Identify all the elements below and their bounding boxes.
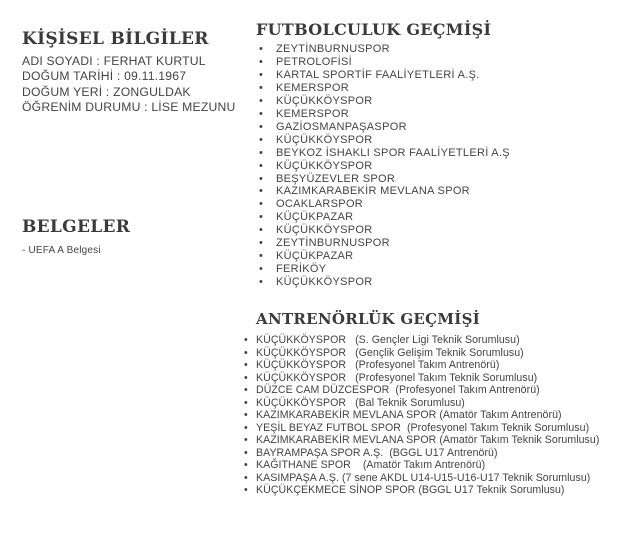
playing-history-item: • KARTAL SPORTİF FAALİYETLERİ A.Ş.	[256, 69, 510, 82]
coaching-history-item	[242, 434, 599, 447]
coaching-club: DÜZCE CAM DÜZCESPOR	[256, 384, 396, 396]
coaching-history-item	[242, 347, 599, 360]
playing-history-item: • KÜÇÜKKÖYSPOR	[256, 95, 510, 108]
playing-history-item: • KAZIMKARABEKİR MEVLANA SPOR	[256, 185, 510, 198]
coaching-history-item	[242, 372, 599, 385]
coaching-role: (Profesyonel Takım Teknik Sorumlusu)	[355, 371, 538, 384]
coaching-club: KAZIMKARABEKİR MEVLANA SPOR	[256, 409, 440, 421]
playing-history-heading: FUTBOLCULUK GEÇMİŞİ	[256, 20, 492, 39]
coaching-club: KAZIMKARABEKİR MEVLANA SPOR	[256, 434, 440, 446]
playing-history-item: • KÜÇÜKKÖYSPOR	[256, 276, 510, 289]
coaching-role: (Gençlik Gelişim Teknik Sorumlusu)	[355, 346, 524, 359]
coaching-history-item	[242, 334, 599, 347]
playing-history-item: • KÜÇÜKKÖYSPOR	[256, 160, 510, 173]
coaching-club: KÜÇÜKKÖYSPOR	[256, 334, 356, 346]
coaching-role: (BGGL U17 Teknik Sorumlusu)	[418, 484, 565, 496]
coaching-club: KAĞITHANE SPOR	[256, 459, 363, 471]
coaching-role: (BGGL U17 Antrenörü)	[389, 446, 498, 459]
playing-history-item: • KEMERSPOR	[256, 108, 510, 121]
coaching-history-item	[242, 409, 599, 422]
playing-history-item: • KEMERSPOR	[256, 82, 510, 95]
personal-info-heading: KİŞİSEL BİLGİLER	[22, 29, 209, 49]
coaching-history-item	[242, 459, 599, 472]
coaching-history-section	[256, 309, 599, 497]
personal-info-name: ADI SOYADI : FERHAT KURTUL	[22, 54, 206, 68]
coaching-role: (Profesyonel Takım Antrenörü)	[395, 384, 540, 396]
coaching-role: (7 sene AKDL U14-U15-U16-U17 Teknik Sorumlusu)	[341, 471, 591, 484]
coaching-history-item	[242, 472, 599, 485]
coaching-history-item	[242, 384, 599, 397]
playing-history-list	[256, 43, 510, 289]
documents-section	[22, 216, 242, 257]
coaching-club: KÜÇÜKÇEKMECE SİNOP SPOR	[256, 484, 419, 496]
coaching-club: KÜÇÜKKÖYSPOR	[256, 371, 356, 384]
coaching-history-heading: ANTRENÖRLÜK GEÇMİŞİ	[256, 310, 481, 328]
personal-info-birth-place: DOĞUM YERİ : ZONGULDAK	[22, 84, 191, 99]
coaching-club: KASIMPAŞA A.Ş.	[256, 471, 342, 484]
playing-history-item: • OCAKLARSPOR	[256, 198, 510, 211]
playing-history-section	[256, 19, 510, 289]
playing-history-item: • GAZİOSMANPAŞASPOR	[256, 121, 510, 134]
coaching-club: KÜÇÜKKÖYSPOR	[256, 346, 356, 359]
coaching-history-list	[242, 334, 599, 497]
coaching-club: KÜÇÜKKÖYSPOR	[256, 396, 356, 409]
playing-history-item: • BEYKOZ İSHAKLI SPOR FAALİYETLERİ A.Ş	[256, 147, 510, 160]
coaching-role: (S. Gençler Ligi Teknik Sorumlusu)	[355, 334, 520, 346]
playing-history-item: • KÜÇÜKPAZAR	[256, 211, 510, 224]
coaching-club: YEŞİL BEYAZ FUTBOL SPOR	[256, 421, 407, 434]
coaching-history-item	[242, 422, 599, 435]
coaching-role: (Profesyonel Takım Antrenörü)	[355, 359, 500, 371]
playing-history-item: • KÜÇÜKPAZAR	[256, 250, 510, 263]
playing-history-item: • PETROLOFİSİ	[256, 56, 510, 69]
personal-info-birth-date: DOĞUM TARİHİ : 09.11.1967	[22, 69, 187, 84]
playing-history-item: • ZEYTİNBURNUSPOR	[256, 43, 510, 56]
coaching-role: (Bal Teknik Sorumlusu)	[355, 396, 465, 409]
coaching-club: BAYRAMPAŞA SPOR A.Ş.	[256, 446, 390, 459]
playing-history-item: • KÜÇÜKKÖYSPOR	[256, 134, 510, 147]
documents-heading: BELGELER	[22, 217, 131, 237]
coaching-history-item	[242, 397, 599, 410]
coaching-club: KÜÇÜKKÖYSPOR	[256, 359, 356, 371]
playing-history-item: • ZEYTİNBURNUSPOR	[256, 237, 510, 250]
coaching-history-item	[242, 359, 599, 372]
coaching-role: (Amatör Takım Antrenörü)	[439, 409, 562, 421]
playing-history-item: • KÜÇÜKKÖYSPOR	[256, 224, 510, 237]
personal-info-education: ÖĞRENİM DURUMU : LİSE MEZUNU	[22, 99, 236, 114]
personal-info-section	[22, 28, 242, 115]
coaching-history-item	[242, 447, 599, 460]
coaching-role: (Amatör Takım Antrenörü)	[362, 459, 486, 471]
document-item: - UEFA A Belgesi	[22, 245, 101, 256]
coaching-history-item	[242, 484, 599, 497]
playing-history-item: • FERİKÖY	[256, 263, 510, 276]
playing-history-item: • BEŞYÜZEVLER SPOR	[256, 173, 510, 186]
coaching-role: (Profesyonel Takım Teknik Sorumlusu)	[406, 421, 590, 434]
coaching-role: (Amatör Takım Teknik Sorumlusu)	[439, 434, 600, 446]
